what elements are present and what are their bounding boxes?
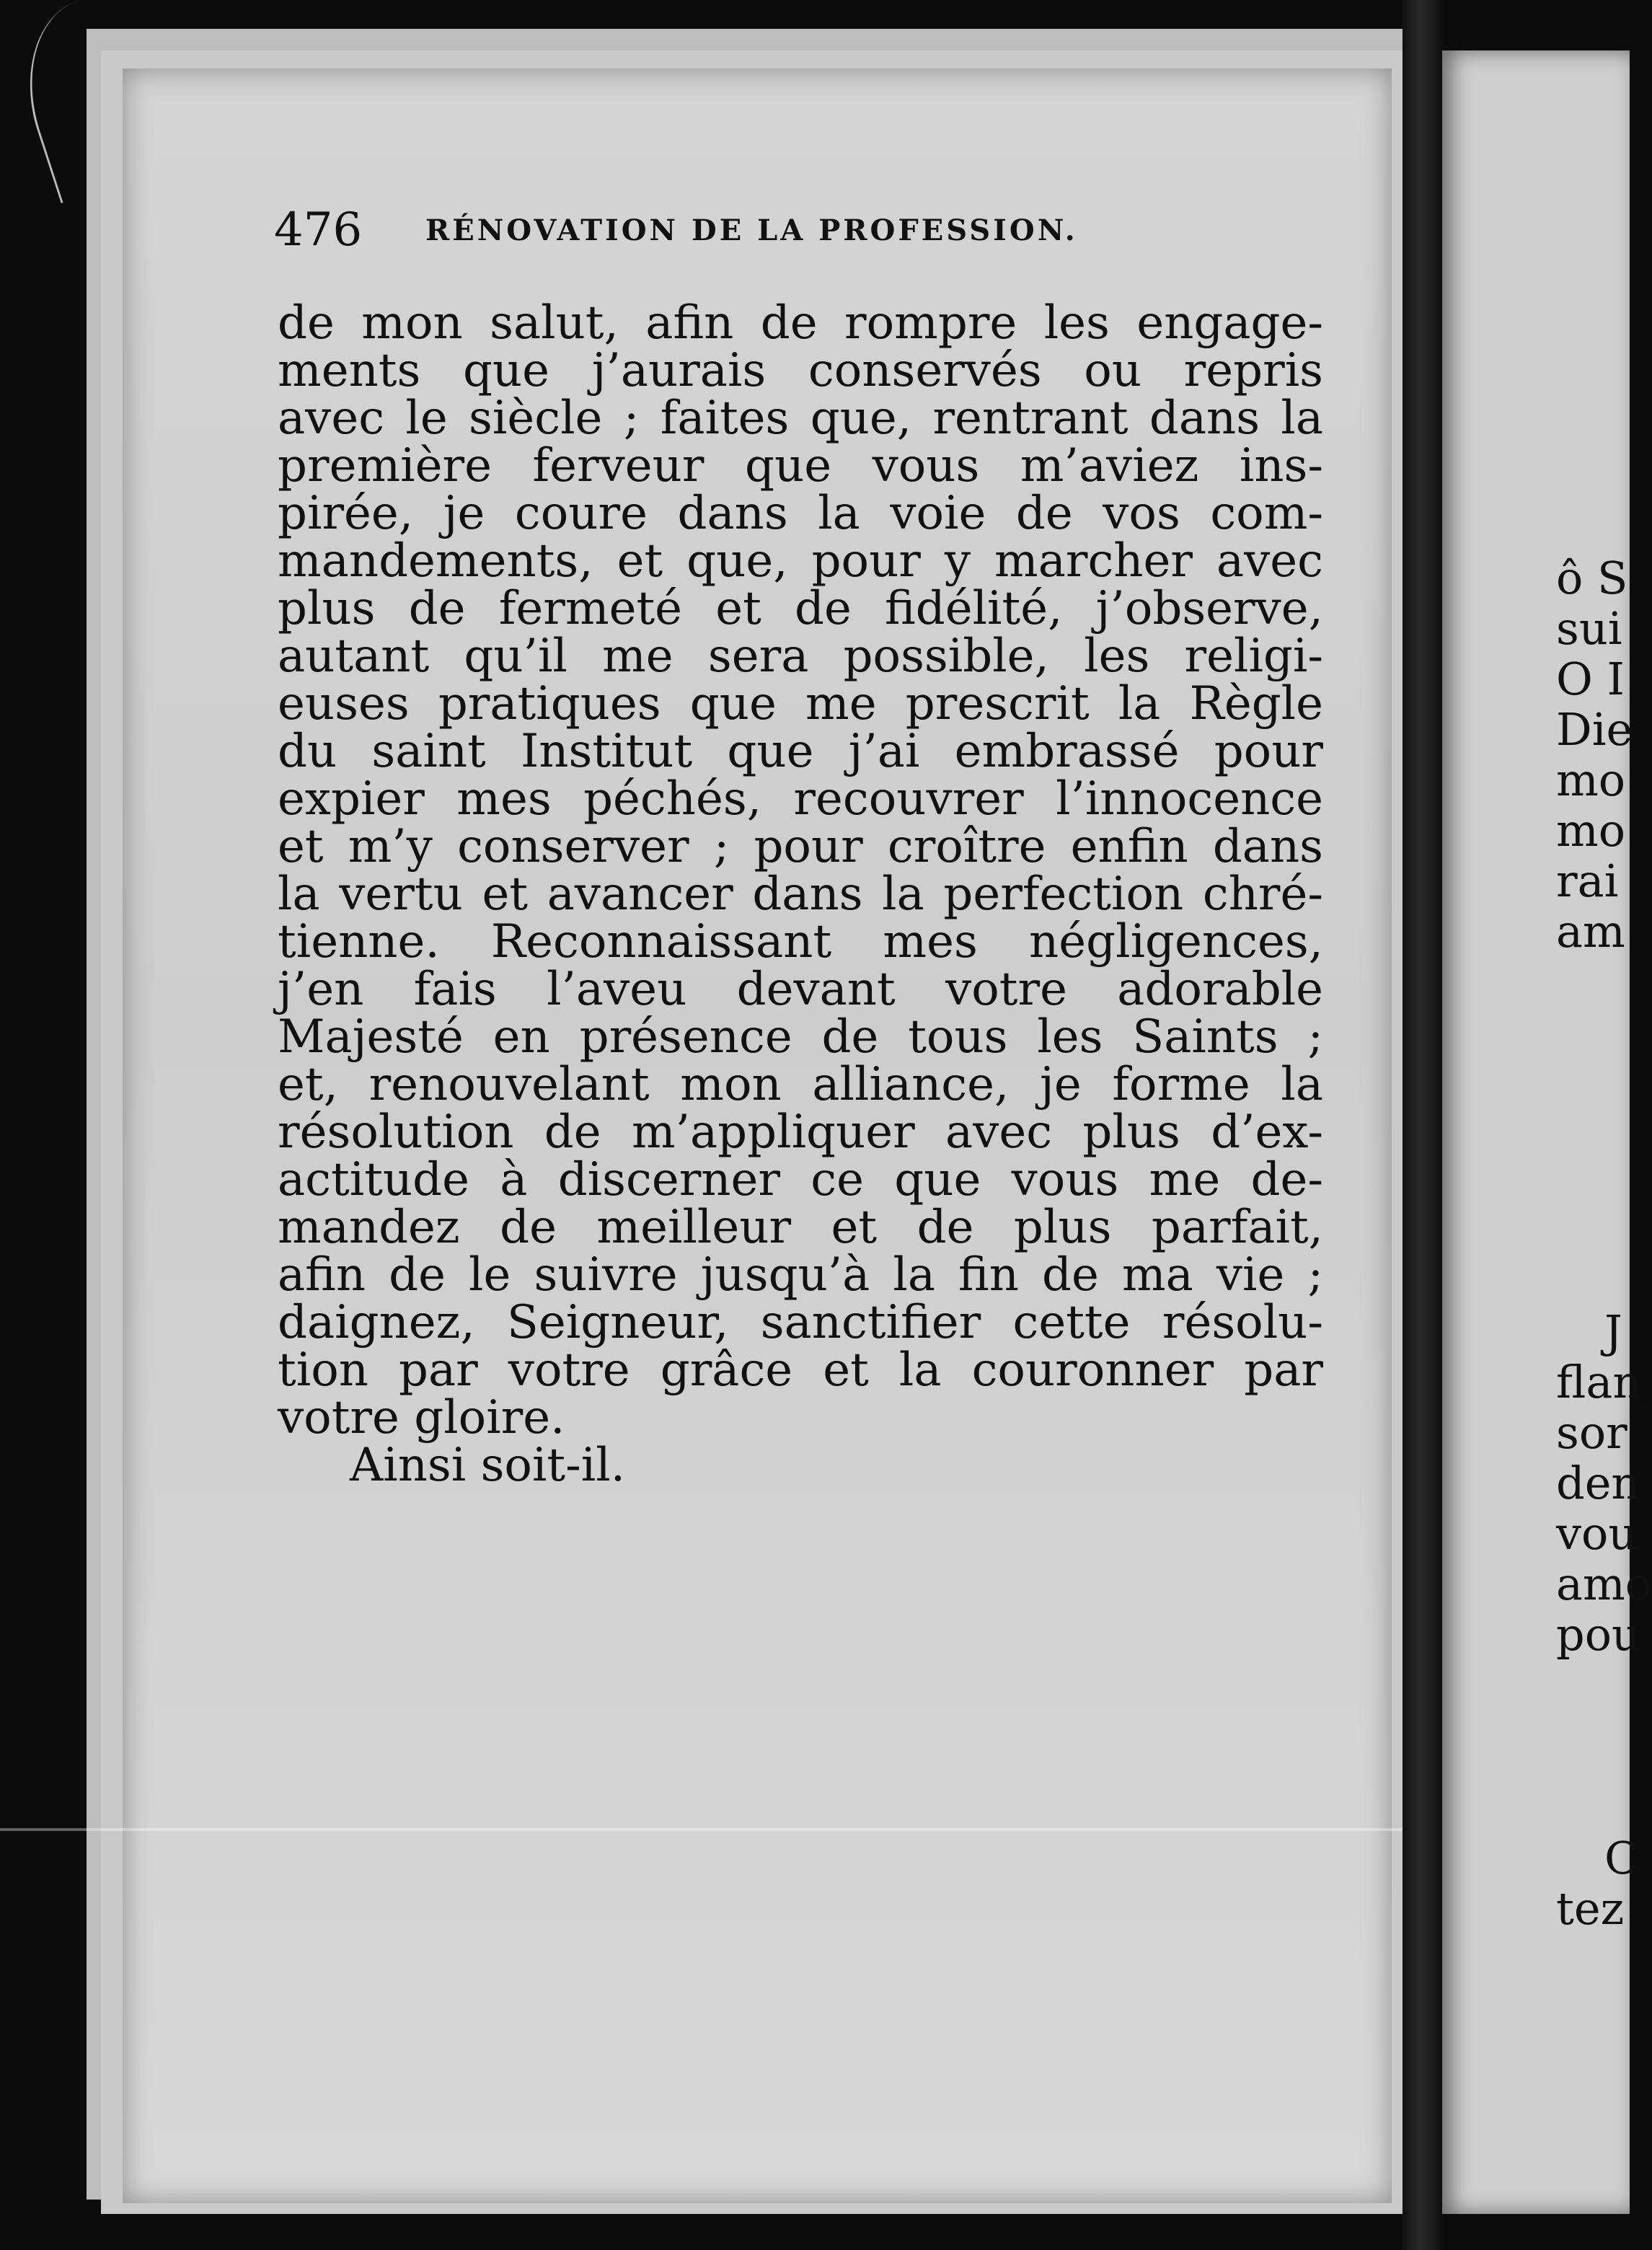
closing-line: Ainsi soit-il. [350,1439,626,1492]
facing-page-fragment: mo [1556,804,1626,857]
text-line: et, renouvelant mon alliance, je forme la [278,1058,1323,1111]
text-line: j’en fais l’aveu devant votre adorable [278,963,1323,1016]
text-line: mandez de meilleur et de plus parfait, [278,1201,1323,1254]
running-title: RÉNOVATION DE LA PROFESSION. [425,213,1078,247]
text-line: tion par votre grâce et la couronner par [278,1344,1323,1397]
scan-crease [0,1828,1630,1831]
facing-page-fragment: sui [1556,602,1622,655]
facing-page-fragment: C [1604,1832,1639,1884]
page-body-text [278,296,1323,1492]
facing-page-fragment: den [1556,1457,1640,1509]
text-line: plus de fermeté et de fidélité, j’observe, [278,582,1323,635]
text-line: euses pratiques que me prescrit la Règle [278,677,1323,731]
text-line: daignez, Seigneur, sanctifier cette résolu- [278,1296,1323,1349]
facing-page-fragment: amo [1556,1558,1652,1610]
facing-page-fragment: flan [1556,1356,1642,1408]
facing-page-fragment: Die [1556,703,1633,756]
facing-page-fragment: mo [1556,754,1626,806]
text-line: la vertu et avancer dans la perfection chré- [278,868,1323,921]
facing-page-fragment: J [1604,1305,1622,1358]
facing-page-fragment: ô S [1556,552,1628,604]
text-line: expier mes péchés, recouvrer l’innocence [278,772,1323,826]
text-line: mandements, et que, pour y marcher avec [278,534,1323,588]
text-line: du saint Institut que j’ai embrassé pour [278,725,1323,778]
facing-page-fragment: pou [1556,1608,1640,1661]
text-line: ments que j’aurais conservés ou repris [278,344,1323,397]
text-line: Majesté en présence de tous les Saints ; [278,1010,1323,1064]
facing-page-fragment: O I [1556,653,1625,705]
text-line: et m’y conserver ; pour croître enfin dans [278,820,1323,873]
text-line: résolution de m’appliquer avec plus d’ex- [278,1106,1323,1159]
book-spine-gutter [1403,0,1446,2250]
facing-page-fragment: sor [1556,1406,1627,1459]
facing-page-fragment: rai [1556,855,1619,907]
facing-page-fragment: am [1556,905,1625,958]
text-line: votre gloire. [278,1391,565,1444]
page-number: 476 [274,203,363,257]
text-line: avec le siècle ; faites que, rentrant dans la [278,392,1323,445]
facing-page-fragment: vou [1556,1507,1638,1560]
text-line: tienne. Reconnaissant mes négligences, [278,915,1323,969]
text-line: première ferveur que vous m’aviez ins- [278,439,1323,493]
text-line: pirée, je coure dans la voie de vos com- [278,487,1323,540]
running-head [274,203,1370,261]
text-line: afin de le suivre jusqu’à la fin de ma vie ; [278,1248,1323,1302]
facing-page-fragment: tez [1556,1882,1625,1935]
text-line: actitude à discerner ce que vous me de- [278,1153,1323,1206]
text-line: autant qu’il me sera possible, les religi- [278,630,1323,683]
text-line: de mon salut, afin de rompre les engage- [278,296,1323,350]
